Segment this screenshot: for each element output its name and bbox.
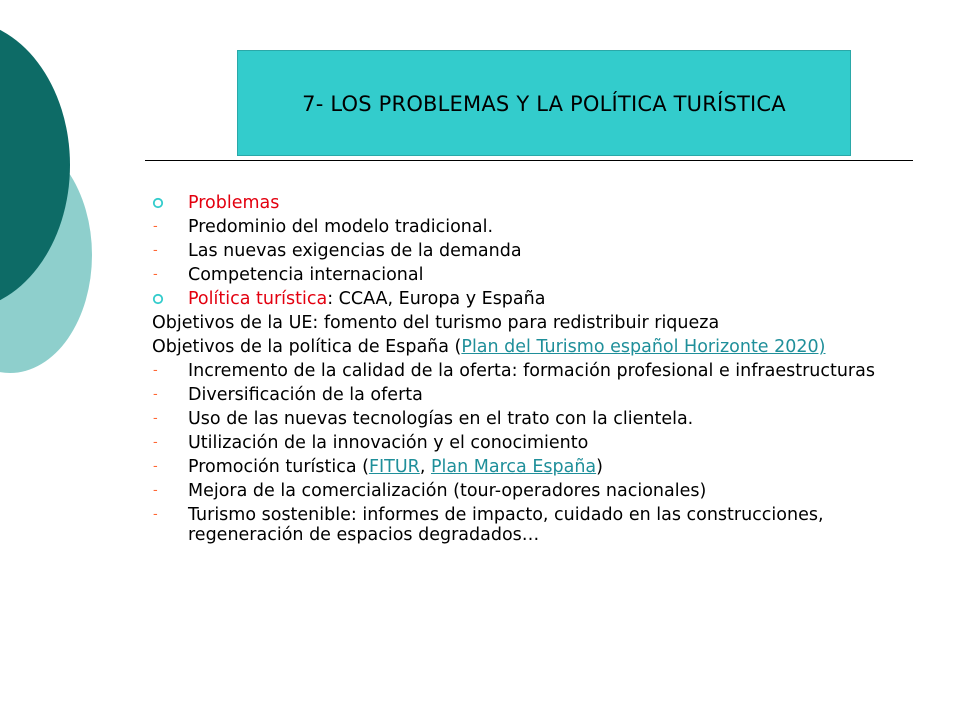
plan-turismo-link[interactable]: Plan del Turismo español Horizonte 2020)	[461, 337, 826, 357]
item-text: Mejora de la comercialización (tour-operadores nacionales)	[188, 481, 707, 501]
dash-bullet-icon: -	[153, 387, 158, 402]
list-item	[152, 505, 912, 545]
list-item-politica	[152, 289, 912, 309]
title-divider	[145, 160, 913, 161]
list-item	[152, 361, 912, 381]
list-item	[152, 433, 912, 453]
list-item	[152, 409, 912, 429]
item-text: : CCAA, Europa y España	[327, 289, 546, 309]
ring-bullet-icon	[152, 289, 172, 305]
slide-title: 7- LOS PROBLEMAS Y LA POLÍTICA TURÍSTICA	[302, 92, 786, 116]
ring-bullet-icon	[152, 193, 172, 209]
item-text: Objetivos de la UE: fomento del turismo para redistribuir riqueza	[152, 313, 720, 333]
item-text: ,	[419, 457, 431, 477]
item-text: Promoción turística (	[188, 457, 369, 477]
item-text: Las nuevas exigencias de la demanda	[188, 241, 522, 261]
item-text: Turismo sostenible: informes de impacto, cuidado en las construcciones, regeneración de espacios degradados…	[188, 505, 824, 545]
list-item-problemas	[152, 193, 912, 213]
list-item	[152, 241, 912, 261]
dash-bullet-icon: -	[153, 363, 158, 378]
dash-bullet-icon: -	[153, 435, 158, 450]
title-box	[237, 50, 851, 156]
dash-bullet-icon: -	[153, 483, 158, 498]
dash-bullet-icon: -	[153, 267, 158, 282]
item-text: Uso de las nuevas tecnologías en el trato con la clientela.	[188, 409, 694, 429]
paragraph-objetivos-espana	[152, 337, 912, 357]
item-text: Competencia internacional	[188, 265, 424, 285]
list-item	[152, 265, 912, 285]
heading-problemas: Problemas	[188, 193, 280, 213]
fitur-link[interactable]: FITUR	[368, 457, 420, 477]
plan-marca-espana-link[interactable]: Plan Marca España	[430, 457, 597, 477]
slide-content	[152, 193, 912, 549]
dash-bullet-icon: -	[153, 411, 158, 426]
dash-bullet-icon: -	[153, 507, 158, 522]
dash-bullet-icon: -	[153, 459, 158, 474]
dash-bullet-icon: -	[153, 243, 158, 258]
list-item	[152, 217, 912, 237]
item-text: Predominio del modelo tradicional.	[188, 217, 494, 237]
item-text: Objetivos de la política de España (	[152, 337, 462, 357]
item-text: Utilización de la innovación y el conocimiento	[188, 433, 589, 453]
item-text: Diversificación de la oferta	[188, 385, 423, 405]
list-item	[152, 385, 912, 405]
list-item	[152, 457, 912, 477]
list-item	[152, 481, 912, 501]
item-text: )	[596, 457, 603, 477]
paragraph-objetivos-ue	[152, 313, 912, 333]
dash-bullet-icon: -	[153, 219, 158, 234]
decorative-circles	[0, 0, 120, 400]
heading-politica: Política turística	[188, 289, 328, 309]
item-text: Incremento de la calidad de la oferta: formación profesional e infraestructuras	[188, 361, 875, 381]
